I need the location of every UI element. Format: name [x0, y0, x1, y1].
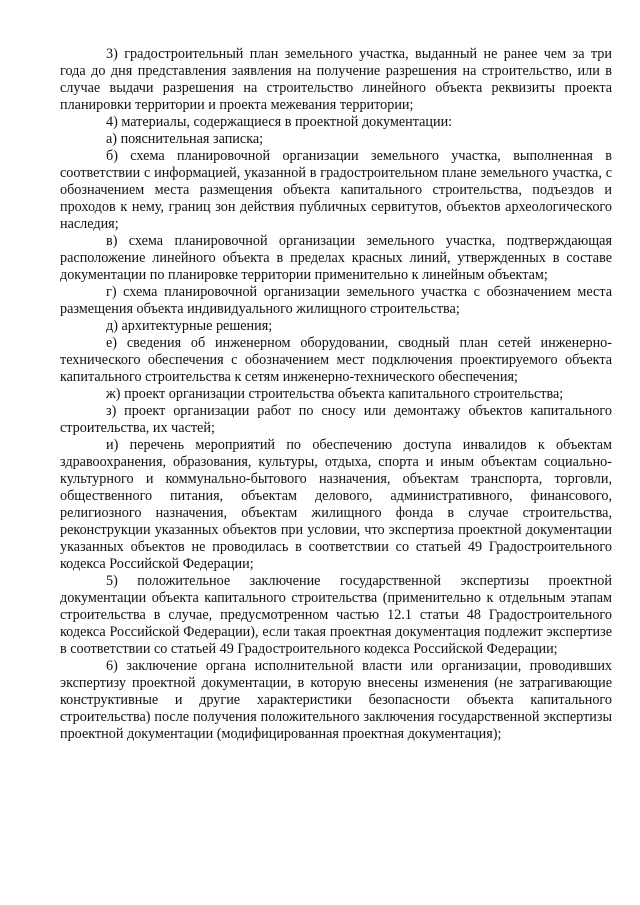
- paragraph-item-6-modified-documentation: 6) заключение органа исполнительной власти или организации, проводивших экспертизу проектной документации, в которую внесены изменения (не затрагивающие конструктивные и другие характеристики безопасности объекта капитального строительства) после получения положительного заключения государственной экспертизы проектной документации (модифицированная проектная документация);: [60, 658, 612, 742]
- paragraph-subitem-d: д) архитектурные решения;: [106, 318, 273, 334]
- paragraph-subitem-zh: ж) проект организации строительства объекта капитального строительства;: [106, 386, 564, 402]
- paragraph-item-5-state-expertise: 5) положительное заключение государственной экспертизы проектной документации объекта капитального строительства (применительно к отдельным этапам строительства в случае, предусмотренном частью 12.1 статьи 48 Градостроительного кодекса Российской Федерации), если такая проектная документация подлежит экспертизе в соответствии со статьей 49 Градостроительного кодекса Российской Федерации;: [60, 573, 612, 657]
- document-page: [60, 46, 612, 743]
- paragraph-subitem-i: и) перечень мероприятий по обеспечению доступа инвалидов к объектам здравоохранения, образования, культуры, отдыха, спорта и иным объектам социально-культурного и коммунально-бытового назначения, объектам транспорта, торговли, общественного питания, объектам делового, административного, финансового, религиозного назначения, объектам жилищного фонда в случае строительства, реконструкции указанных объектов при условии, что экспертиза проектной документации указанных объектов не проводилась в соответствии со статьей 49 Градостроительного кодекса Российской Федерации;: [60, 437, 612, 572]
- paragraph-subitem-v: в) схема планировочной организации земельного участка, подтверждающая расположение линейного объекта в пределах красных линий, утвержденных в составе документации по планировке территории применительно к линейным объектам;: [60, 233, 612, 283]
- paragraph-subitem-e: е) сведения об инженерном оборудовании, сводный план сетей инженерно-технического обеспечения с обозначением мест подключения проектируемого объекта капитального строительства к сетям инженерно-технического обеспечения;: [60, 335, 612, 385]
- paragraph-item-4-design-materials: 4) материалы, содержащиеся в проектной документации:: [106, 114, 453, 130]
- paragraph-subitem-b: б) схема планировочной организации земельного участка, выполненная в соответствии с информацией, указанной в градостроительном плане земельного участка, с обозначением места размещения объекта капитального строительства, подъездов и проходов к нему, границ зон действия публичных сервитутов, объектов археологического наследия;: [60, 148, 612, 232]
- paragraph-subitem-a: а) пояснительная записка;: [106, 131, 264, 147]
- paragraph-subitem-z: з) проект организации работ по сносу или демонтажу объектов капитального строительства, их частей;: [60, 403, 612, 436]
- paragraph-subitem-g: г) схема планировочной организации земельного участка с обозначением места размещения объекта индивидуального жилищного строительства;: [60, 284, 612, 317]
- paragraph-item-3-town-planning-plan: 3) градостроительный план земельного участка, выданный не ранее чем за три года до дня представления заявления на получение разрешения на строительство, или в случае выдачи разрешения на строительство линейного объекта реквизиты проекта планировки территории и проекта межевания территории;: [60, 46, 612, 113]
